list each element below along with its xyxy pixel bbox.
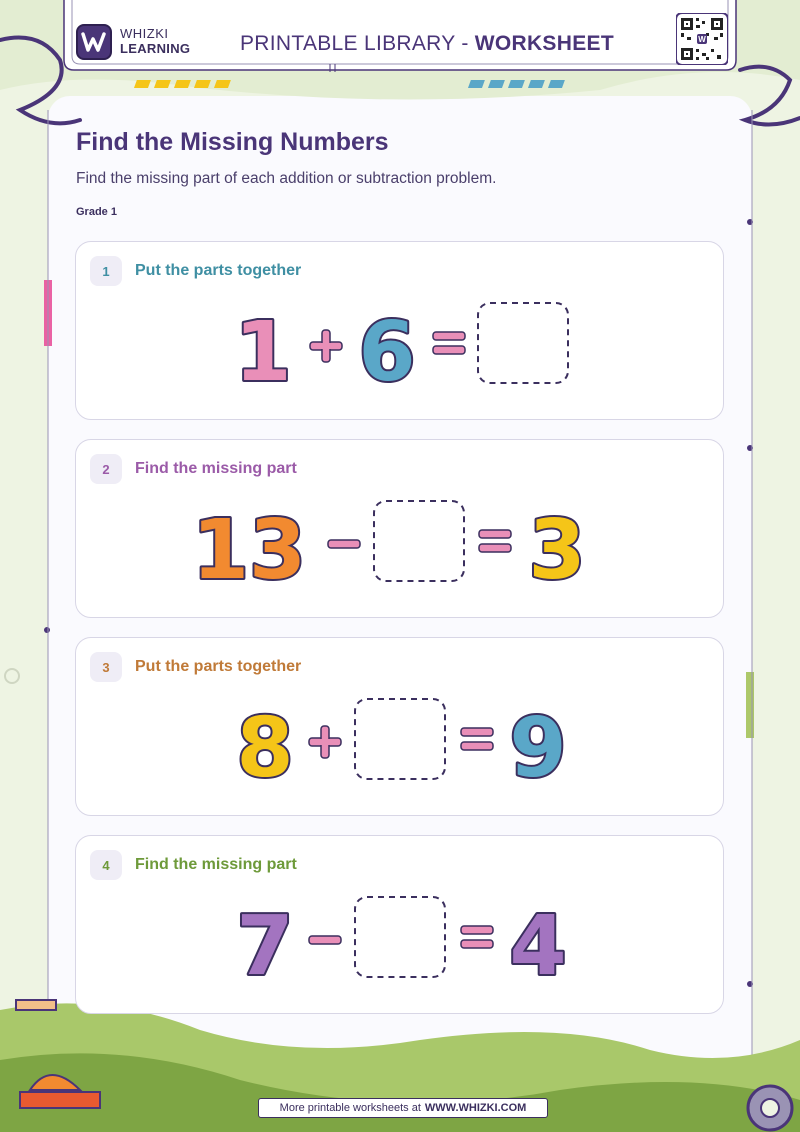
w-logo-icon	[81, 31, 107, 53]
problem-card	[75, 439, 724, 618]
answer-box[interactable]	[374, 501, 464, 581]
plus-sign	[309, 726, 341, 758]
left-operand: 7	[236, 899, 294, 994]
left-operand: 13	[191, 503, 307, 598]
problem-card	[75, 241, 724, 420]
brand-line-2: LEARNING	[120, 41, 191, 56]
header-title-bold: WORKSHEET	[474, 32, 614, 55]
answer-box[interactable]	[355, 897, 445, 977]
equals-sign	[461, 728, 493, 750]
problem-instruction: Put the parts together	[135, 658, 302, 675]
qr-logo-letter: W	[698, 35, 706, 44]
problem-instruction: Find the missing part	[135, 856, 297, 873]
equation	[76, 242, 725, 421]
problem-number-badge: 4	[90, 850, 122, 880]
equals-sign	[461, 926, 493, 948]
problem-card	[75, 835, 724, 1014]
equation	[76, 440, 725, 619]
equation	[76, 836, 725, 1015]
left-operand: 8	[236, 701, 294, 796]
whizki-logo-badge	[76, 24, 112, 60]
problem-card	[75, 637, 724, 816]
qr-code-icon	[676, 13, 728, 65]
answer-box[interactable]	[355, 699, 445, 779]
minus-sign	[309, 936, 341, 944]
equation-result: 3	[528, 503, 586, 598]
equation	[76, 638, 725, 817]
problem-instruction: Find the missing part	[135, 460, 297, 477]
header-title	[240, 32, 614, 56]
answer-box[interactable]	[478, 303, 568, 383]
header-title-prefix: PRINTABLE LIBRARY -	[240, 32, 475, 55]
minus-sign	[328, 540, 360, 548]
left-operand: 1	[234, 305, 292, 400]
problem-number-badge: 2	[90, 454, 122, 484]
equation-result: 9	[509, 701, 567, 796]
plus-sign	[310, 330, 342, 362]
equals-sign	[433, 332, 465, 354]
brand-line-1: WHIZKI	[120, 26, 169, 41]
right-operand: 6	[358, 305, 416, 400]
footer-site-link[interactable]: WWW.WHIZKI.COM	[424, 1102, 527, 1114]
footer-banner	[258, 1098, 548, 1118]
footer-text: More printable worksheets at	[279, 1102, 421, 1114]
problem-number-badge: 1	[90, 256, 122, 286]
equation-result: 4	[509, 899, 567, 994]
equals-sign	[479, 530, 511, 552]
problem-number-badge: 3	[90, 652, 122, 682]
worksheet-subtitle: Find the missing part of each addition or subtraction problem.	[76, 170, 497, 187]
grade-label: Grade 1	[76, 206, 117, 218]
worksheet-title: Find the Missing Numbers	[76, 128, 389, 156]
problem-instruction: Put the parts together	[135, 262, 302, 279]
